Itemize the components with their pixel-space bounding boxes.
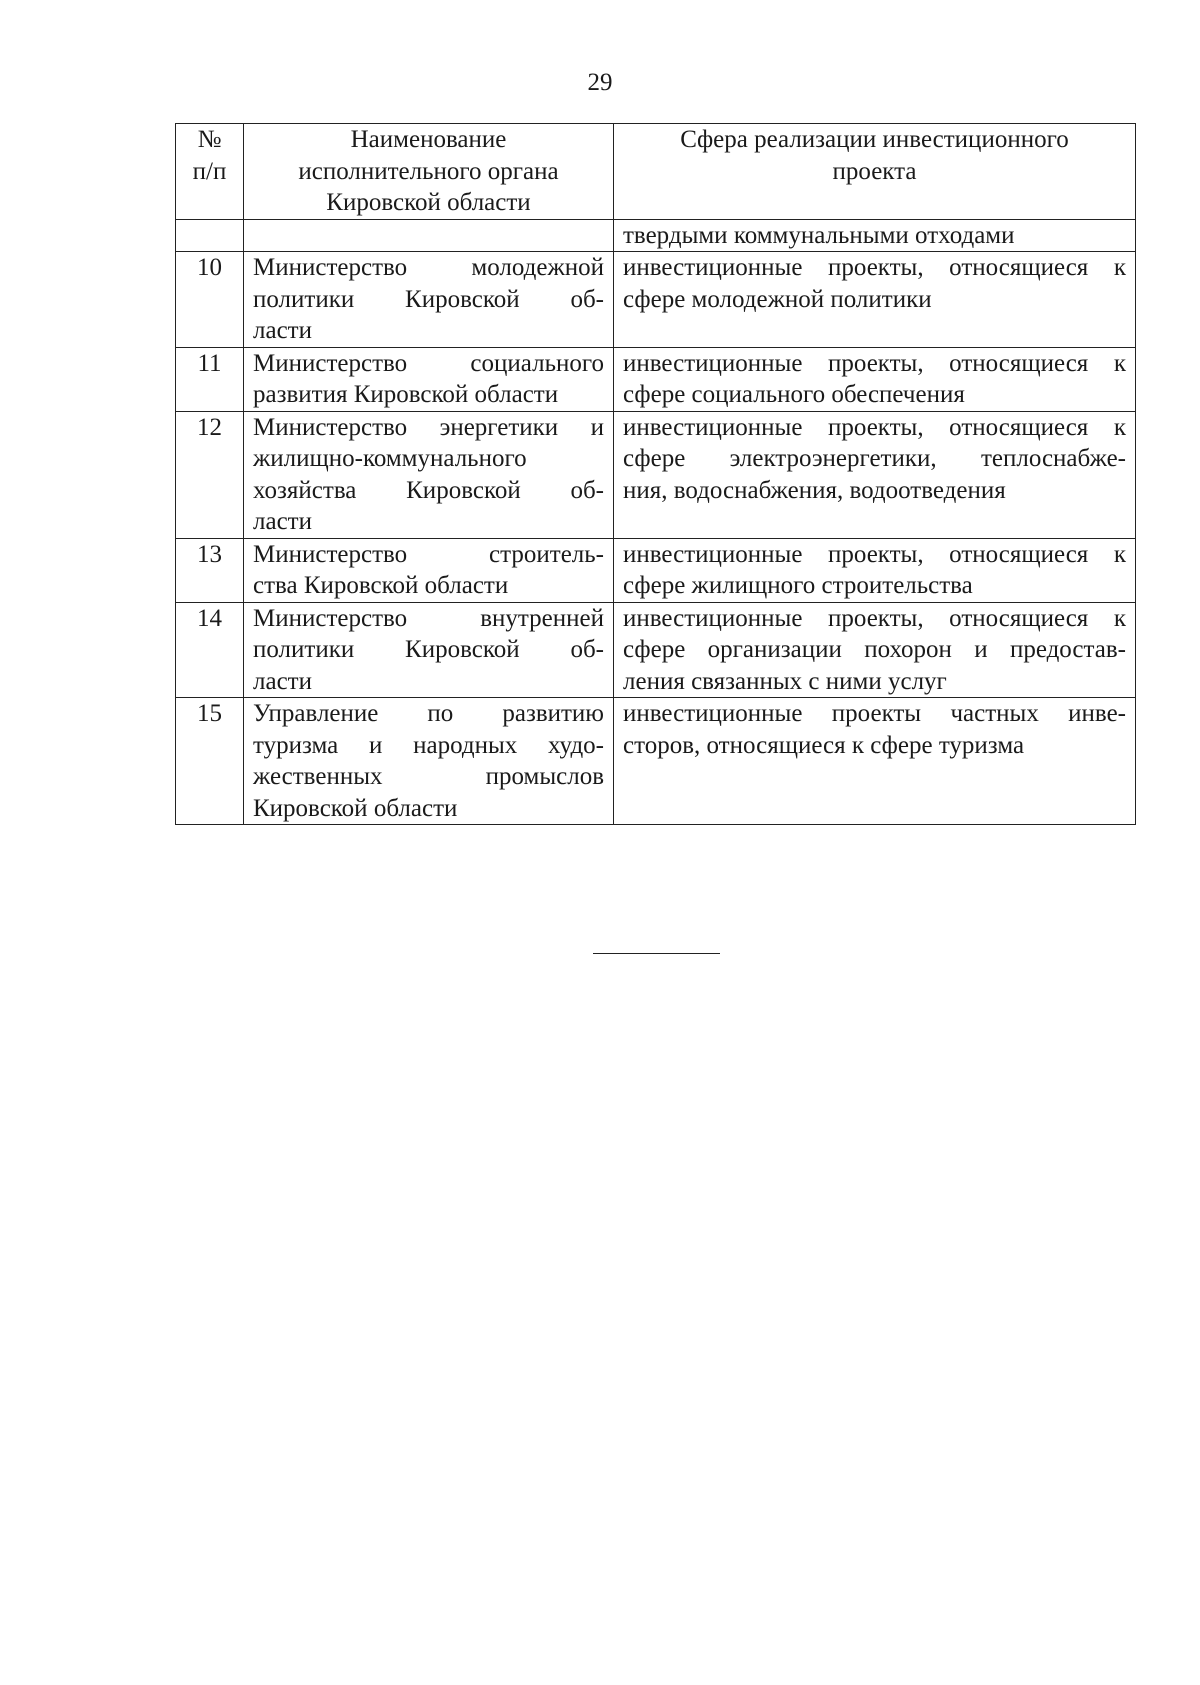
executive-bodies-table [175,123,1136,825]
cell-text-line: ления связанных с ними услуг [623,667,947,695]
table-row [176,602,1136,698]
header-number: № п/п [176,124,244,220]
row-project-sphere [614,347,1136,411]
cell-text-line: ства Кировской области [253,572,509,599]
cell-text-line: хозяйства Кировской об- [253,476,604,504]
cell-text-line: инвестиционные проекты, относящиеся к [623,413,1126,441]
cell-text-line: Министерство молодежной [253,254,604,281]
table-row [176,252,1136,348]
row-executive-body [244,411,614,538]
row-number: 14 [176,602,244,698]
cell-text-line: жилищно-коммунального [253,445,527,472]
cell-text-line: Министерство внутренней [253,604,604,632]
row-executive-body [244,698,614,825]
cell-text-line: сфере социального обеспечения [623,381,965,408]
cell-text-line: сфере электроэнергетики, теплоснабже- [623,445,1126,472]
cell-text-line: инвестиционные проекты, относящиеся к [623,540,1126,568]
row-executive-body [244,602,614,698]
cell-text-line: Управление по развитию [253,700,604,727]
row-project-sphere [614,698,1136,825]
cell-text-line: туризма и народных худо- [253,731,604,759]
table-row [176,411,1136,538]
cell-text-line: ния, водоснабжения, водоотведения [623,476,1006,504]
cell-text-line: сфере жилищного строительства [623,572,973,599]
row-project-sphere [614,411,1136,538]
row-executive-body [244,538,614,602]
row-number: 11 [176,347,244,411]
cell-text-line: сторов, относящиеся к сфере туризма [623,731,1025,759]
cell-text-line: инвестиционные проекты, относящиеся к [623,254,1126,281]
header-project-sphere: Сфера реализации инвестиционного проекта [614,124,1136,220]
cell-text-line: сфере молодежной политики [623,285,932,313]
row-project-sphere [614,538,1136,602]
cell-text-line: Кировской области [253,794,458,822]
cell-text-line: Министерство энергетики и [253,413,604,441]
table-row [176,698,1136,825]
row-project-sphere [614,602,1136,698]
table-row [176,538,1136,602]
page-number: 29 [587,69,613,96]
row-project-sphere: твердыми коммунальными отходами [614,219,1136,252]
row-number: 12 [176,411,244,538]
row-number [176,219,244,252]
row-number: 13 [176,538,244,602]
row-executive-body [244,252,614,348]
cell-text-line: Министерство социального [253,349,604,377]
cell-text-line: сфере организации похорон и предостав- [623,636,1126,663]
row-number: 15 [176,698,244,825]
cell-text-line: жественных промыслов [253,763,604,790]
table-row [176,347,1136,411]
table-row-continuation [176,219,1136,252]
cell-text-line: политики Кировской об- [253,636,604,663]
row-project-sphere [614,252,1136,348]
row-number: 10 [176,252,244,348]
row-executive-body [244,219,614,252]
cell-text-line: политики Кировской об- [253,285,604,313]
cell-text-line: ласти [253,667,312,695]
cell-text-line: ласти [253,317,312,344]
cell-text-line: Министерство строитель- [253,540,604,568]
cell-text-line: инвестиционные проекты частных инве- [623,700,1126,727]
end-separator-line [593,953,720,954]
row-executive-body [244,347,614,411]
cell-text-line: инвестиционные проекты, относящиеся к [623,604,1126,632]
cell-text-line: ласти [253,508,312,535]
cell-text-line: инвестиционные проекты, относящиеся к [623,349,1126,377]
cell-text-line: развития Кировской области [253,381,559,408]
header-executive-body: Наименование исполнительного органа Кировской области [244,124,614,220]
table-header-row [176,124,1136,220]
